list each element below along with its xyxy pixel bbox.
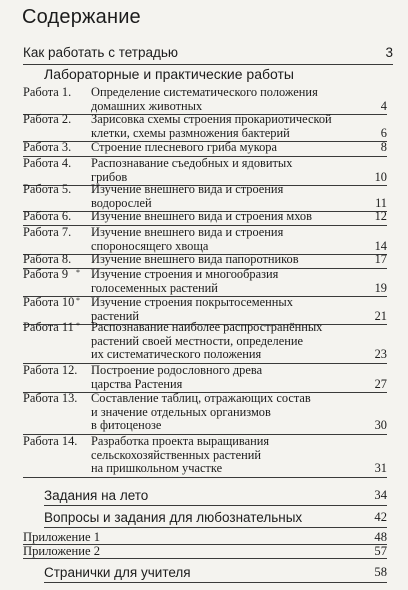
toc-entry-line: грибов [91, 169, 128, 184]
toc-entry-number: Работа 2. [23, 112, 72, 126]
toc-entry-line: Изучение внешнего вида папоротников [91, 252, 299, 266]
toc-entry-page: 19 [374, 280, 387, 295]
toc-entry-title [91, 268, 341, 295]
toc-entry-line: растений своей местности, определение [91, 333, 303, 348]
toc-entry-number: Работа 13. [23, 391, 78, 405]
toc-tail-entry[interactable] [23, 544, 387, 559]
toc-entry[interactable] [23, 86, 387, 113]
toc-entry-line: царства Растения [91, 376, 183, 391]
toc-entry-title [91, 210, 341, 224]
toc-entry-page: 14 [374, 238, 387, 253]
toc-entry-title [91, 113, 341, 140]
toc-entry[interactable] [23, 210, 387, 224]
toc-intro-label: Как работать с тетрадью [23, 45, 179, 60]
toc-entry-asterisk: * [76, 296, 80, 305]
divider [23, 64, 393, 65]
toc-entry-number: Работа 4. [23, 156, 72, 170]
divider [23, 558, 387, 559]
toc-entry-number: Работа 1. [23, 85, 72, 99]
page-title: Содержание [22, 6, 141, 28]
toc-entry-title [91, 141, 341, 155]
toc-entry-line: Изучение строения покрытосеменных [91, 295, 293, 309]
toc-entry[interactable] [23, 113, 387, 140]
toc-entry-line: Разработка проекта выращивания [91, 434, 270, 448]
toc-entry-page: 11 [375, 195, 387, 210]
toc-entry-page: 10 [374, 169, 387, 184]
toc-tail-page: 58 [374, 565, 387, 579]
toc-entry-number: Работа 14. [23, 434, 78, 448]
toc-entry-line: водорослей [91, 195, 152, 210]
toc-entry-page: 21 [374, 308, 387, 323]
toc-entry-title [91, 157, 341, 184]
toc-entry-page: 31 [374, 461, 387, 475]
toc-entry-page: 27 [374, 376, 387, 391]
toc-entry-line: голосеменных растений [91, 280, 218, 295]
toc-entry-line: клетки, схемы размножения бактерий [91, 125, 290, 140]
toc-entry-line: Построение родословного древа [91, 363, 263, 377]
toc-entry-line: Определение систематического положения [91, 85, 318, 99]
toc-tail-page: 42 [374, 510, 387, 524]
toc-tail-page: 48 [374, 530, 387, 544]
toc-entry-title [91, 364, 341, 391]
toc-tail-label: Странички для учителя [44, 565, 191, 580]
toc-tail-entry[interactable] [23, 530, 387, 545]
toc-entry-number: Работа 3. [23, 140, 72, 154]
toc-tail-page: 34 [374, 488, 387, 502]
toc-entry-page: 17 [374, 252, 387, 266]
toc-entry[interactable] [23, 435, 387, 476]
toc-entry[interactable] [23, 268, 387, 295]
divider [44, 582, 387, 583]
divider [44, 505, 387, 506]
toc-entry-number: Работа 8. [23, 252, 72, 266]
toc-entry[interactable] [23, 157, 387, 184]
toc-entry-page: 4 [380, 98, 387, 113]
toc-entry-line: Зарисовка схемы строения прокариотической [91, 112, 332, 126]
toc-entry-title [91, 392, 341, 433]
divider [44, 527, 387, 528]
toc-tail-entry[interactable] [44, 488, 387, 503]
toc-entry-title [91, 296, 341, 323]
toc-tail-label: Задания на лето [44, 488, 149, 503]
toc-entry-page: 23 [374, 347, 387, 361]
toc-entry-line: в фитоценозе [91, 418, 162, 432]
toc-entry-line: растений [91, 308, 140, 323]
toc-entry-line: сельскохозяйственных растений [91, 447, 261, 462]
toc-entry-number: Работа 6. [23, 209, 72, 223]
toc-tail-label: Приложение 1 [23, 530, 101, 544]
toc-entry[interactable] [23, 321, 387, 362]
toc-entry-page: 30 [374, 418, 387, 432]
toc-entry-line: и значение отдельных организмов [91, 404, 271, 419]
toc-entry-number: Работа 12. [23, 363, 78, 377]
toc-entry-number: Работа 10 [23, 295, 75, 309]
toc-entry-number: Работа 11 [23, 320, 74, 334]
toc-entry-page: 12 [374, 209, 387, 223]
toc-tail-page: 57 [374, 544, 387, 558]
toc-entry-line: домашних животных [91, 98, 203, 113]
divider [23, 477, 387, 478]
section-heading: Лабораторные и практические работы [44, 66, 294, 82]
toc-tail-label: Вопросы и задания для любознательных [44, 510, 303, 525]
toc-entry-line: спороносящего хвоща [91, 238, 209, 253]
toc-entry-title [91, 253, 341, 267]
toc-entry-title [91, 226, 341, 253]
toc-entry[interactable] [23, 141, 387, 155]
toc-entry-number: Работа 5. [23, 182, 72, 196]
toc-entry-line: Распознавание наиболее распространённых [91, 320, 323, 334]
toc-entry-title [91, 183, 341, 210]
toc-entry-page: 8 [380, 140, 387, 154]
toc-tail-entry[interactable] [44, 510, 387, 525]
toc-entry[interactable] [23, 226, 387, 253]
toc-entry-page: 6 [380, 125, 387, 140]
toc-entry-asterisk: * [76, 321, 80, 330]
toc-tail-label: Приложение 2 [23, 544, 101, 558]
toc-entry-number: Работа 7. [23, 225, 72, 239]
toc-entry[interactable] [23, 364, 387, 391]
toc-tail-entry[interactable] [44, 565, 387, 580]
toc-intro-page: 3 [385, 45, 393, 60]
toc-entry[interactable] [23, 183, 387, 210]
toc-entry-line: Изучение внешнего вида и строения [91, 182, 284, 196]
toc-entry-number: Работа 9 [23, 267, 69, 281]
toc-entry-line: Составление таблиц, отражающих состав [91, 391, 311, 405]
toc-entry-title [91, 321, 341, 362]
toc-intro[interactable] [23, 45, 393, 60]
toc-entry-asterisk: * [76, 268, 80, 277]
toc-entry[interactable] [23, 253, 387, 267]
toc-entry-title [91, 435, 341, 476]
toc-entry-line: их систематического положения [91, 347, 262, 361]
toc-entry-line: Строение плесневого гриба мукора [91, 140, 277, 154]
toc-entry-line: Изучение внешнего вида и строения мхов [91, 209, 312, 223]
toc-entry-line: Изучение строения и многообразия [91, 267, 279, 281]
toc-entry-line: Распознавание съедобных и ядовитых [91, 156, 293, 170]
toc-entry-line: Изучение внешнего вида и строения [91, 225, 284, 239]
toc-entry-title [91, 86, 341, 113]
toc-entry[interactable] [23, 392, 387, 433]
toc-entry-line: на пришкольном участке [91, 461, 223, 475]
